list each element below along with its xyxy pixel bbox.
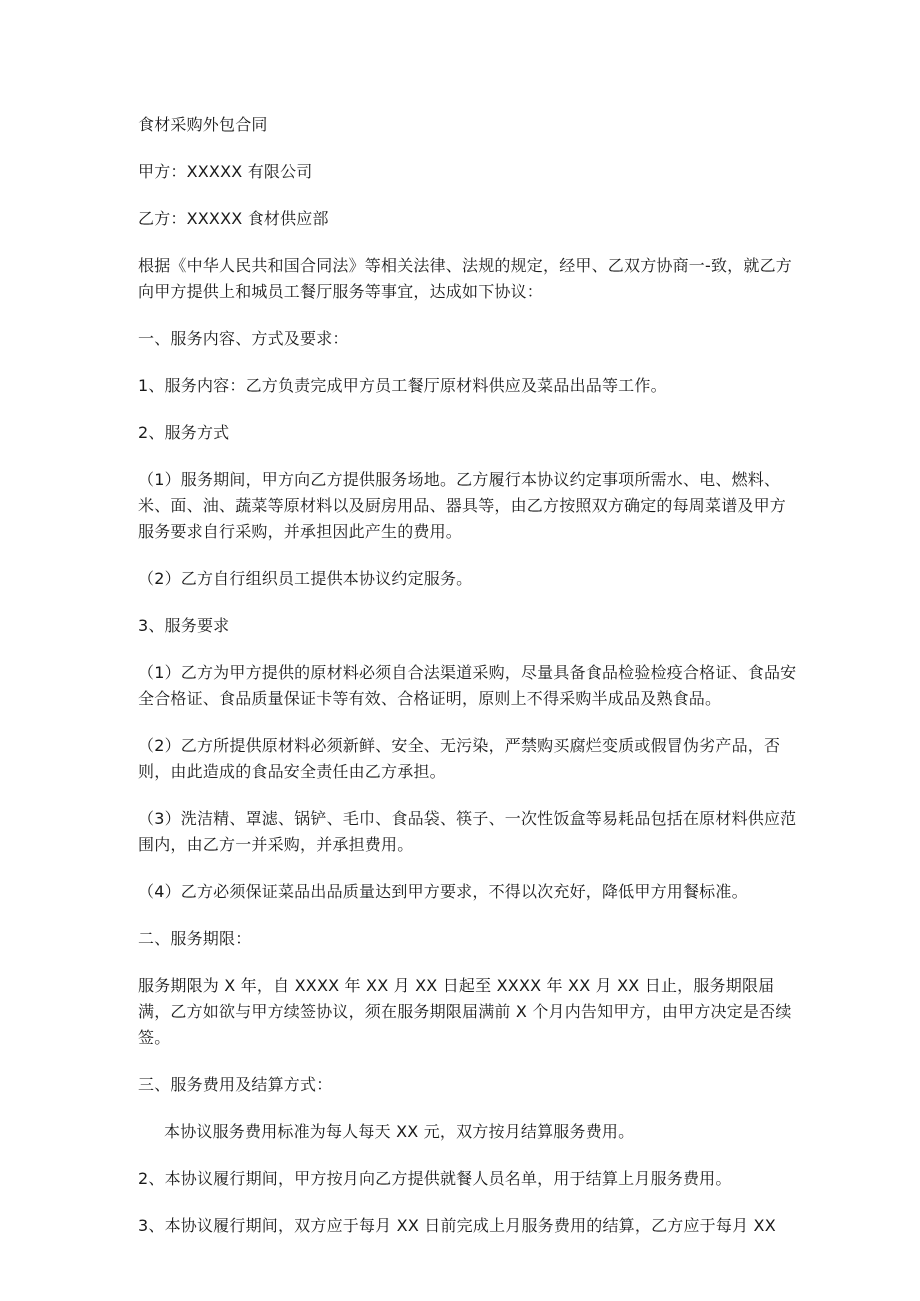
- section1-item3-p2: （2）乙方所提供原材料必须新鲜、安全、无污染，严禁购买腐烂变质或假冒伪劣产品，否则，由此造成的食品安全责任由乙方承担。: [138, 736, 781, 781]
- section3-heading: 三、服务费用及结算方式：: [138, 1075, 333, 1094]
- section1-heading: 一、服务内容、方式及要求：: [138, 329, 349, 348]
- section3-p3: 3、本协议履行期间，双方应于每月 XX 日前完成上月服务费用的结算，乙方应于每月 XX: [138, 1216, 776, 1235]
- section1-item1: 1、服务内容：乙方负责完成甲方员工餐厅原材料供应及菜品出品等工作。: [138, 376, 667, 395]
- section1-item2-p1: （1）服务期间，甲方向乙方提供服务场地。乙方履行本协议约定事项所需水、电、燃料、米、面、油、蔬菜等原材料以及厨房用品、器具等，由乙方按照双方确定的每周菜谱及甲方服务要求自行采购，并承担因此产生的费用。: [138, 470, 787, 541]
- party-a: 甲方：XXXXX 有限公司: [138, 162, 313, 181]
- section1-item3-p1: （1）乙方为甲方提供的原材料必须自合法渠道采购，尽量具备食品检验检疫合格证、食品安全合格证、食品质量保证卡等有效、合格证明，原则上不得采购半成品及熟食品。: [138, 663, 797, 708]
- party-b: 乙方：XXXXX 食材供应部: [138, 209, 329, 228]
- section1-item2-heading: 2、服务方式: [138, 423, 230, 442]
- section2-heading: 二、服务期限：: [138, 929, 252, 948]
- section1-item3-heading: 3、服务要求: [138, 616, 230, 635]
- section1-item3-p4: （4）乙方必须保证菜品出品质量达到甲方要求，不得以次充好，降低甲方用餐标准。: [138, 882, 748, 901]
- document-title: 食材采购外包合同: [138, 115, 268, 134]
- section3-p2: 2、本协议履行期间，甲方按月向乙方提供就餐人员名单，用于结算上月服务费用。: [138, 1169, 732, 1188]
- preamble: 根据《中华人民共和国合同法》等相关法律、法规的规定，经甲、乙双方协商一-致，就乙方向甲方提供上和城员工餐厅服务等事宜，达成如下协议：: [138, 256, 792, 301]
- section1-item3-p3: （3）洗洁精、罩滤、锅铲、毛巾、食品袋、筷子、一次性饭盒等易耗品包括在原材料供应范围内，由乙方一并采购，并承担费用。: [138, 809, 797, 854]
- section2-body: 服务期限为 X 年，自 XXXX 年 XX 月 XX 日起至 XXXX 年 XX 月 XX 日止，服务期限届满，乙方如欲与甲方续签协议，须在服务期限届满前 X 个月内告知甲方，由甲方决定是否续签。: [138, 976, 792, 1047]
- section3-p1: 本协议服务费用标准为每人每天 XX 元，双方按月结算服务费用。: [164, 1122, 635, 1141]
- document-body: [138, 112, 798, 1239]
- section1-item2-p2: （2）乙方自行组织员工提供本协议约定服务。: [138, 569, 473, 588]
